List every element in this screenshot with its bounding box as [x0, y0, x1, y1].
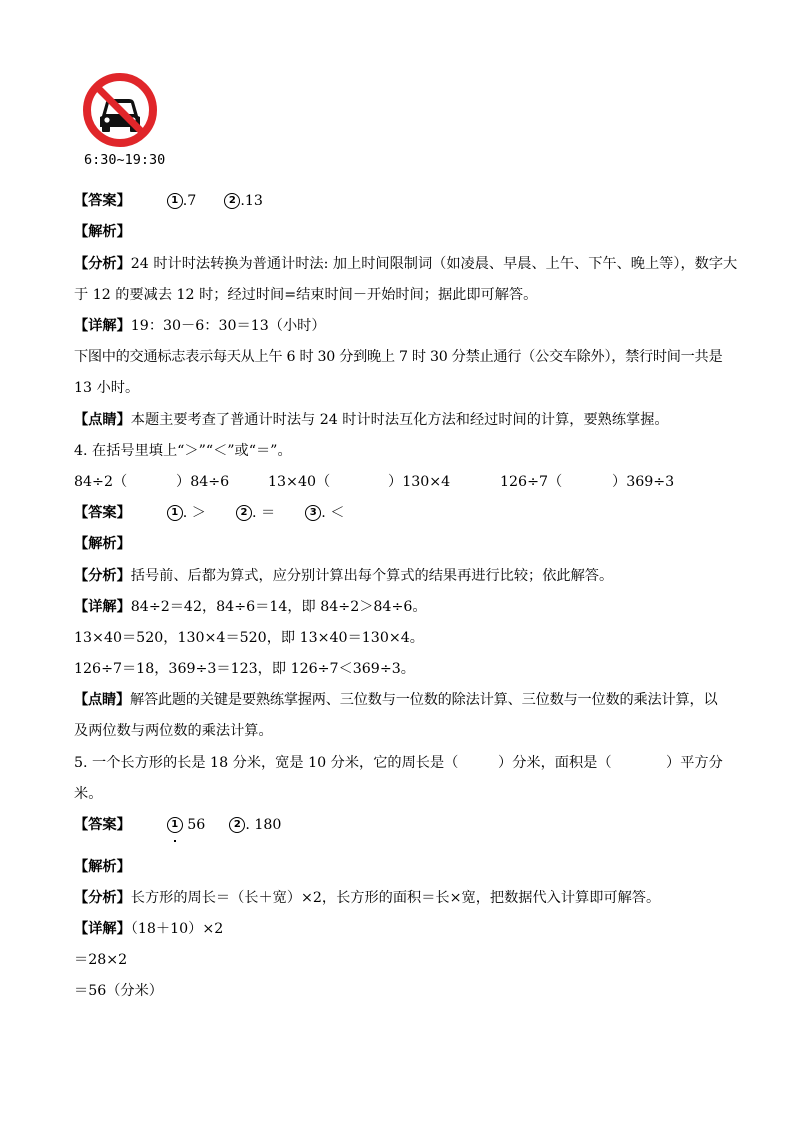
circled-number: 1: [167, 817, 183, 833]
fenxi-tag: 【分析】: [74, 256, 131, 272]
q5-question-a: 5. 一个长方形的长是 18 分米，宽是 10 分米，它的周长是（: [74, 755, 459, 771]
xiangjie-line: 13×40＝520，130×4＝520，即 13×40＝130×4。: [74, 630, 424, 646]
answer-tag: 【答案】: [74, 505, 131, 521]
xiangjie-line: [74, 919, 223, 939]
q5-answer-line: [74, 815, 281, 835]
no-motor-vehicle-sign-icon: [82, 72, 158, 148]
q4-expr-3b: ）369÷3: [612, 474, 675, 490]
q4-expr-2b: ）130×4: [388, 474, 451, 490]
answer-value: . 180: [245, 817, 282, 833]
q5-question-line2: 米。: [74, 786, 103, 802]
answer-value: .7: [182, 193, 197, 209]
fenxi-text: 长方形的周长＝（长＋宽）×2，长方形的面积＝长×宽，把数据代入计算即可解答。: [130, 890, 661, 906]
fenxi-line: [74, 566, 613, 586]
xiangjie-line: 下图中的交通标志表示每天从上午 6 时 30 分到晚上 7 时 30 分禁止通行（公交车除外），禁行时间一共是: [74, 349, 723, 365]
q4-expr-1b: ）84÷6: [176, 474, 230, 490]
answer-value: . ＝: [251, 505, 276, 521]
answer-tag: 【答案】: [74, 193, 131, 209]
q4-expr-3a: 126÷7（: [500, 474, 563, 490]
circled-number: 2: [224, 193, 240, 209]
xiangjie-tag: 【详解】: [74, 318, 131, 334]
answer-tag: 【答案】: [74, 817, 131, 833]
xiangjie-tag: 【详解】: [74, 599, 131, 615]
circled-number: 2: [236, 505, 252, 521]
answer-value: .13: [240, 193, 263, 209]
jiexi-heading: 【解析】: [74, 224, 131, 240]
q4-question: 4. 在括号里填上“＞”“＜”或“＝”。: [74, 443, 292, 459]
q4-answer-line: [74, 503, 344, 523]
dianjing-line: [74, 690, 717, 710]
xiangjie-text: 19：30－6：30＝13（小时）: [130, 318, 326, 334]
dianjing-line: 及两位数与两位数的乘法计算。: [74, 723, 273, 739]
q3-answer-line: [74, 191, 263, 211]
dianjing-text: 解答此题的关键是要熟练掌握两、三位数与一位数的除法计算、三位数与一位数的乘法计算，以: [129, 692, 718, 708]
q5-question-b: ）分米，面积是（: [498, 755, 612, 771]
fenxi-line: [74, 254, 737, 274]
fenxi-text: 括号前、后都为算式，应分别计算出每个算式的结果再进行比较；依此解答。: [130, 568, 614, 584]
xiangjie-line: ＝56（分米）: [74, 983, 163, 999]
xiangjie-line: ＝28×2: [74, 952, 128, 968]
xiangjie-tag: 【详解】: [74, 921, 131, 937]
stray-dot: [174, 840, 176, 842]
dianjing-text: 本题主要考查了普通计时法与 24 时计时法互化方法和经过时间的计算，要熟练掌握。: [130, 412, 669, 428]
xiangjie-line: 13 小时。: [74, 380, 140, 396]
fenxi-line: 于 12 的要减去 12 时；经过时间=结束时间－开始时间；据此即可解答。: [74, 287, 538, 303]
circled-number: 1: [167, 193, 183, 209]
answer-value: . ＜: [321, 505, 345, 521]
circled-number: 1: [167, 505, 183, 521]
q4-expr-1a: 84÷2（: [74, 474, 128, 490]
q4-expr-2a: 13×40（: [268, 474, 331, 490]
fenxi-tag: 【分析】: [74, 568, 131, 584]
answer-value: . ＞: [182, 505, 206, 521]
xiangjie-text: 84÷2＝42，84÷6＝14，即 84÷2＞84÷6。: [130, 599, 427, 615]
xiangjie-line: [74, 316, 326, 336]
dianjing-tag: 【点睛】: [74, 412, 131, 428]
jiexi-heading: 【解析】: [74, 536, 131, 552]
answer-value: 56: [182, 817, 206, 833]
xiangjie-text: （18＋10）×2: [130, 921, 224, 937]
circled-number: 3: [305, 505, 321, 521]
dianjing-line: [74, 410, 669, 430]
xiangjie-line: [74, 597, 427, 617]
sign-time-caption: 6:30~19:30: [84, 152, 166, 168]
circled-number: 2: [229, 817, 245, 833]
dianjing-tag: 【点睛】: [74, 692, 130, 708]
xiangjie-line: 126÷7＝18，369÷3＝123，即 126÷7＜369÷3。: [74, 661, 415, 677]
jiexi-heading: 【解析】: [74, 859, 131, 875]
fenxi-text: 24 时计时法转换为普通计时法: 加上时间限制词（如凌晨、早晨、上午、下午、晚上等），数字大: [130, 256, 738, 272]
fenxi-line: [74, 888, 660, 908]
q5-question-c: ）平方分: [666, 755, 723, 771]
fenxi-tag: 【分析】: [74, 890, 131, 906]
